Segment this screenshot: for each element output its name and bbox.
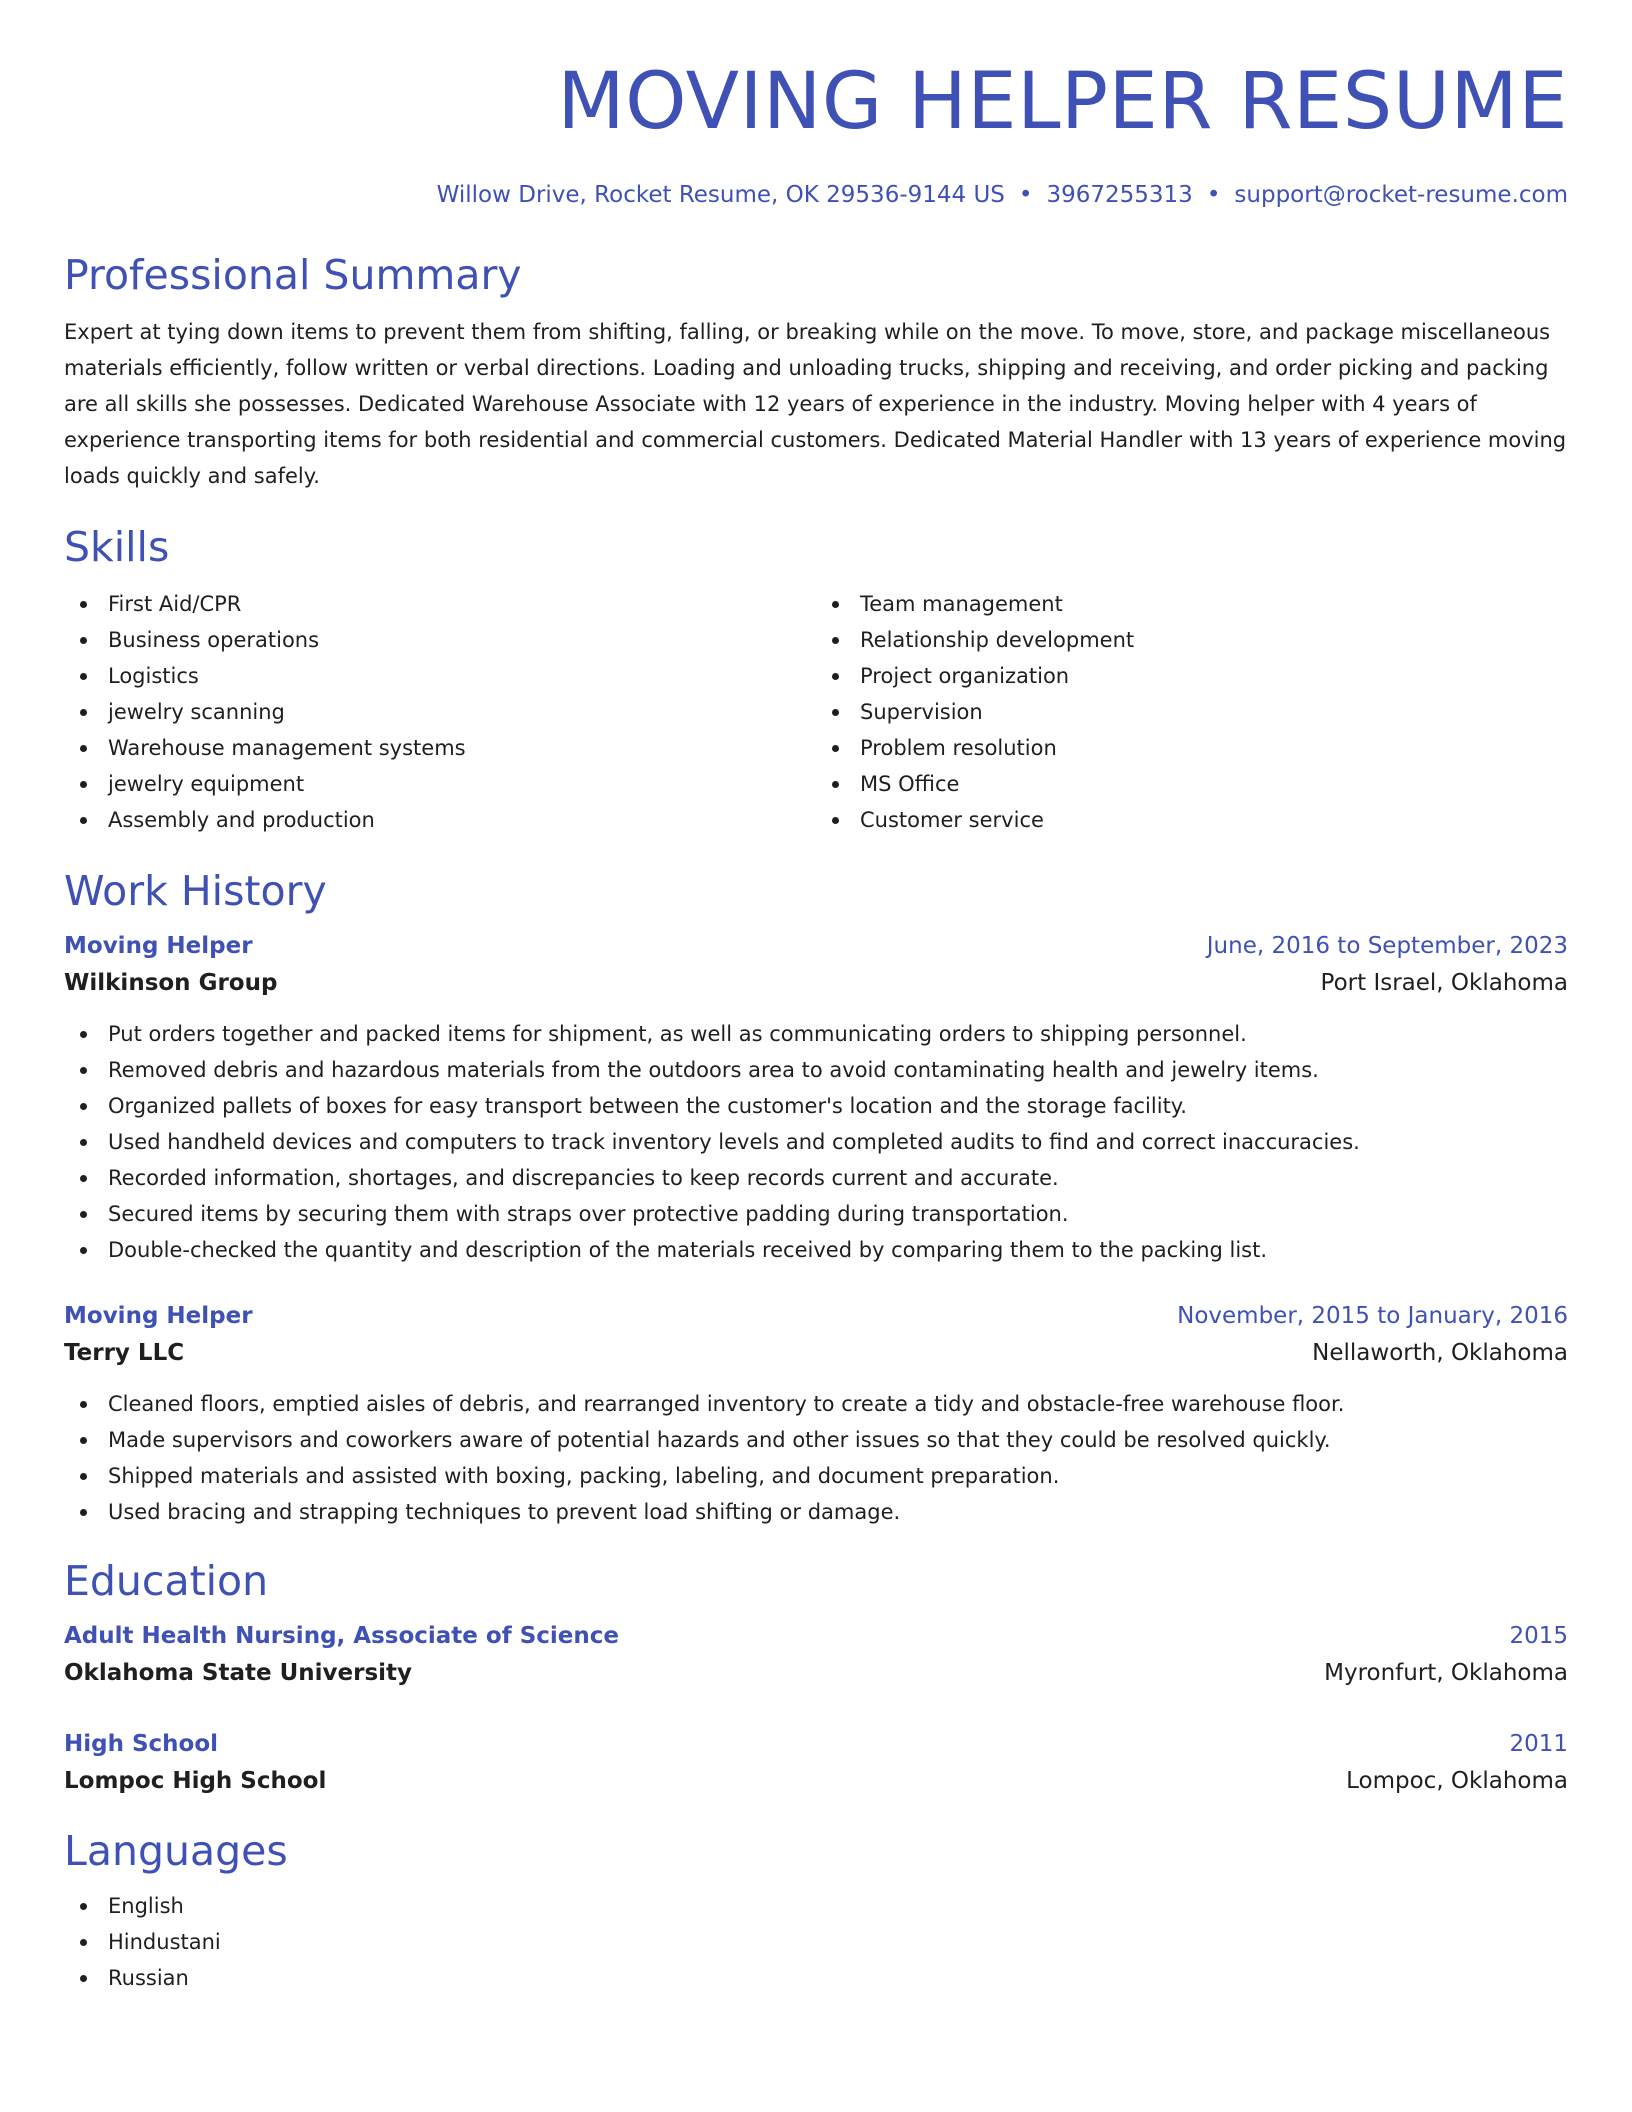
skills-column-left xyxy=(64,586,816,838)
job-employer: Wilkinson Group xyxy=(64,970,278,996)
summary-text: Expert at tying down items to prevent them from shifting, falling, or breaking while on the move. To move, store, and package miscellaneous materials efficiently, follow written or verbal directions. Loading and unloading trucks, shipping and receiving, and order picking and packing are all skills she possesses. Dedicated Warehouse Associate with 12 years of experience in the industry. Moving helper with 4 years of experience transporting items for both residential and commercial customers. Dedicated Material Handler with 13 years of experience moving loads quickly and safely. xyxy=(64,320,1567,488)
skill-item: First Aid/CPR xyxy=(64,586,816,622)
skill-item: Relationship development xyxy=(816,622,1568,658)
contact-email: support@rocket-resume.com xyxy=(1234,182,1568,208)
resume-title: MOVING HELPER RESUME xyxy=(557,57,1568,147)
education-entry xyxy=(64,1726,1568,1800)
job-dates: June, 2016 to September, 2023 xyxy=(1206,933,1568,959)
education-location: Myronfurt, Oklahoma xyxy=(1324,1660,1568,1686)
job-duty: Double-checked the quantity and description of the materials received by comparing them to the packing list. xyxy=(64,1232,1568,1268)
languages-heading: Languages xyxy=(64,1827,288,1875)
job-duty: Used handheld devices and computers to track inventory levels and completed audits to find and correct inaccuracies. xyxy=(64,1124,1568,1160)
contact-separator: • xyxy=(1018,182,1033,208)
education-location: Lompoc, Oklahoma xyxy=(1346,1768,1568,1794)
languages-section xyxy=(64,1824,1568,1996)
skills-grid xyxy=(64,586,1568,838)
skill-item: MS Office xyxy=(816,766,1568,802)
job-duty: Recorded information, shortages, and discrepancies to keep records current and accurate. xyxy=(64,1160,1568,1196)
work-history-section xyxy=(64,864,1568,1530)
skill-item: Business operations xyxy=(64,622,816,658)
job-employer: Terry LLC xyxy=(64,1340,185,1366)
job-duty: Shipped materials and assisted with boxing, packing, labeling, and document preparation. xyxy=(64,1458,1568,1494)
job-title: Moving Helper xyxy=(64,1303,253,1329)
skill-item: jewelry equipment xyxy=(64,766,816,802)
job-entry xyxy=(64,928,1568,1268)
job-entry xyxy=(64,1298,1568,1530)
language-item: Russian xyxy=(64,1960,1568,1996)
job-duty: Secured items by securing them with straps over protective padding during transportation. xyxy=(64,1196,1568,1232)
skill-item: Assembly and production xyxy=(64,802,816,838)
skills-heading: Skills xyxy=(64,523,170,571)
contact-line xyxy=(64,180,1568,210)
education-degree: High School xyxy=(64,1731,219,1757)
job-location: Nellaworth, Oklahoma xyxy=(1312,1340,1568,1366)
education-degree: Adult Health Nursing, Associate of Science xyxy=(64,1623,619,1649)
language-item: Hindustani xyxy=(64,1924,1568,1960)
skill-item: jewelry scanning xyxy=(64,694,816,730)
job-duty: Cleaned floors, emptied aisles of debris, and rearranged inventory to create a tidy and obstacle-free warehouse floor. xyxy=(64,1386,1568,1422)
job-dates: November, 2015 to January, 2016 xyxy=(1177,1303,1568,1329)
job-title: Moving Helper xyxy=(64,933,253,959)
skill-item: Problem resolution xyxy=(816,730,1568,766)
skill-item: Logistics xyxy=(64,658,816,694)
summary-section xyxy=(64,248,1568,494)
education-school: Lompoc High School xyxy=(64,1768,327,1794)
education-heading: Education xyxy=(64,1557,269,1605)
job-duty: Organized pallets of boxes for easy transport between the customer's location and the storage facility. xyxy=(64,1088,1568,1124)
job-duty: Made supervisors and coworkers aware of potential hazards and other issues so that they could be resolved quickly. xyxy=(64,1422,1568,1458)
education-section xyxy=(64,1554,1568,1800)
job-duty: Put orders together and packed items for shipment, as well as communicating orders to shipping personnel. xyxy=(64,1016,1568,1052)
contact-phone: 3967255313 xyxy=(1046,182,1193,208)
skill-item: Project organization xyxy=(816,658,1568,694)
skill-item: Team management xyxy=(816,586,1568,622)
contact-separator: • xyxy=(1206,182,1221,208)
education-year: 2011 xyxy=(1509,1731,1568,1757)
skill-item: Warehouse management systems xyxy=(64,730,816,766)
education-entry xyxy=(64,1618,1568,1692)
job-duty: Removed debris and hazardous materials from the outdoors area to avoid contaminating health and jewelry items. xyxy=(64,1052,1568,1088)
work-history-heading: Work History xyxy=(64,867,327,915)
summary-heading: Professional Summary xyxy=(64,251,522,299)
language-item: English xyxy=(64,1888,1568,1924)
skill-item: Customer service xyxy=(816,802,1568,838)
job-duty: Used bracing and strapping techniques to prevent load shifting or damage. xyxy=(64,1494,1568,1530)
contact-address: Willow Drive, Rocket Resume, OK 29536-9144 US xyxy=(436,182,1005,208)
education-year: 2015 xyxy=(1509,1623,1568,1649)
job-location: Port Israel, Oklahoma xyxy=(1320,970,1568,996)
skills-section xyxy=(64,520,1568,838)
skill-item: Supervision xyxy=(816,694,1568,730)
skills-column-right xyxy=(816,586,1568,838)
education-school: Oklahoma State University xyxy=(64,1660,413,1686)
